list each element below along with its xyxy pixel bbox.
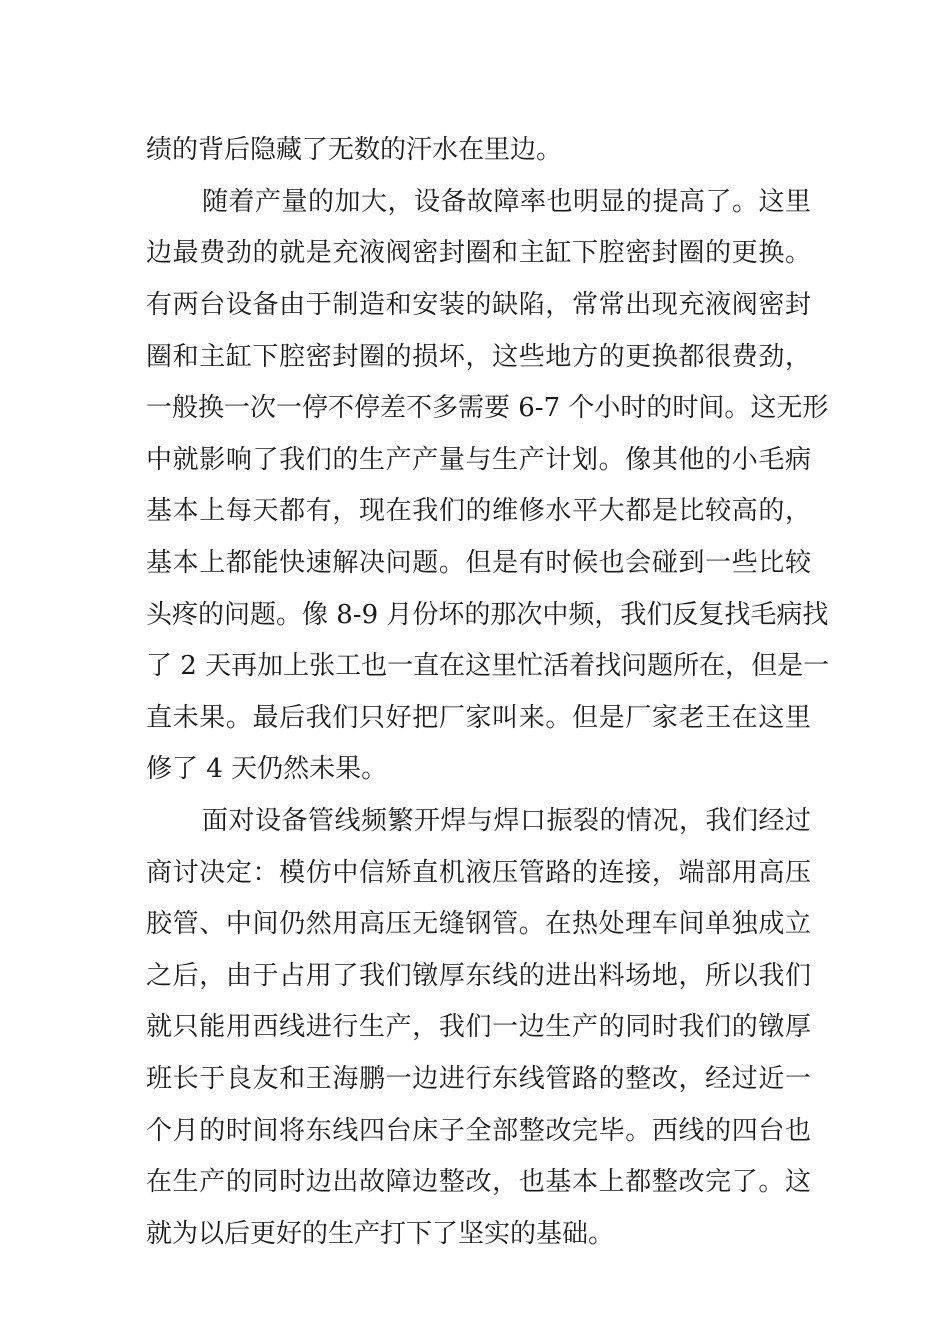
text-line: 就为以后更好的生产打下了坚实的基础。: [146, 1219, 615, 1249]
text-line: 边最费劲的就是充液阀密封圈和主缸下腔密封圈的更换。: [146, 238, 811, 268]
text-line: 头疼的问题。像 8-9 月份坏的那次中频，我们反复找毛病找: [146, 600, 829, 630]
text-line: 就只能用西线进行生产，我们一边生产的同时我们的镦厚: [146, 1012, 811, 1042]
text-line: 之后，由于占用了我们镦厚东线的进出料场地，所以我们: [146, 961, 811, 991]
text-line: 一般换一次一停不停差不多需要 6-7 个小时的时间。这无形: [146, 393, 829, 423]
text-line: 了 2 天再加上张工也一直在这里忙活着找问题所在，但是一: [146, 651, 830, 681]
text-line: 有两台设备由于制造和安装的缺陷，常常出现充液阀密封: [146, 290, 811, 320]
text-line: 直未果。最后我们只好把厂家叫来。但是厂家老王在这里: [146, 703, 811, 733]
text-line: 班长于良友和王海鹏一边进行东线管路的整改，经过近一: [146, 1064, 811, 1094]
text-line: 修了 4 天仍然未果。: [146, 754, 388, 784]
text-line: 圈和主缸下腔密封圈的损坏，这些地方的更换都很费劲，: [146, 342, 811, 372]
text-line: 中就影响了我们的生产产量与生产计划。像其他的小毛病: [146, 445, 811, 475]
text-line: 商讨决定：模仿中信矫直机液压管路的连接，端部用高压: [146, 858, 811, 888]
text-line: 基本上每天都有，现在我们的维修水平大都是比较高的，: [146, 496, 811, 526]
text-line: 在生产的同时边出故障边整改，也基本上都整改完了。这: [146, 1167, 811, 1197]
paragraph-first-line: 面对设备管线频繁开焊与焊口振裂的情况，我们经过: [202, 806, 811, 836]
text-line: 绩的背后隐藏了无数的汗水在里边。: [146, 135, 563, 165]
text-line: 胶管、中间仍然用高压无缝钢管。在热处理车间单独成立: [146, 909, 811, 939]
text-line: 个月的时间将东线四台床子全部整改完毕。西线的四台也: [146, 1116, 811, 1146]
paragraph-first-line: 随着产量的加大，设备故障率也明显的提高了。这里: [202, 187, 811, 217]
text-line: 基本上都能快速解决问题。但是有时候也会碰到一些比较: [146, 548, 811, 578]
